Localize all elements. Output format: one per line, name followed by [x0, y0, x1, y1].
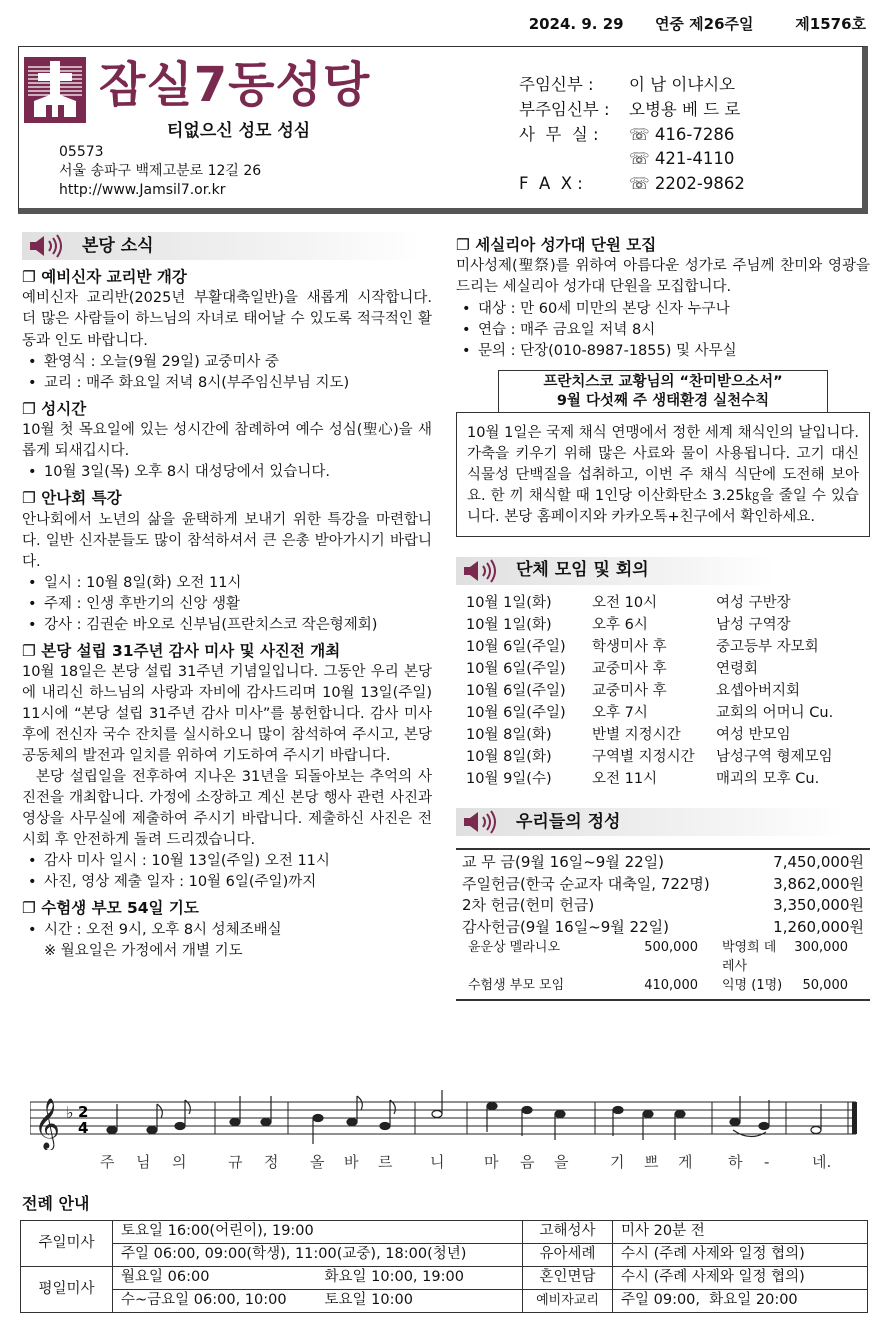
offering-amount: 3,350,000원: [773, 896, 864, 915]
staff-value: 오병용 베 드 로: [629, 99, 741, 119]
issue-number: 제1576호: [795, 15, 866, 33]
liturgy-title: 전례 안내: [22, 1194, 90, 1213]
staff-row: [519, 172, 859, 197]
staff-row: [519, 98, 859, 123]
staff-key: 주임신부 :: [519, 75, 594, 94]
offering-row: [462, 895, 864, 917]
meeting-time: 구역별 지정시간: [592, 748, 695, 765]
lyric-syllable: 마: [484, 1153, 499, 1171]
meeting-time: 교중미사 후: [592, 682, 667, 699]
offering-label: 2차 헌금(헌미 헌금): [462, 896, 595, 915]
meeting-time: 오전 10시: [592, 594, 658, 611]
liturgy-table: [20, 1220, 868, 1313]
speaker-icon: [462, 810, 502, 834]
donor-amount: 300,000: [794, 939, 848, 955]
offering-amount: 3,862,000원: [773, 874, 864, 893]
donor-amount: 410,000: [644, 977, 698, 993]
section-title-news: [22, 232, 422, 260]
staff-key: 부주임신부 :: [519, 99, 610, 119]
staff-key: [519, 147, 629, 172]
donor-amount: 50,000: [802, 977, 848, 993]
list-item: • 주제 : 인생 후반기의 신앙 생활: [22, 594, 432, 615]
list-item: • 환영식 : 오늘(9월 29일) 교중미사 중: [22, 352, 432, 373]
mass-times: 월요일 06:00: [113, 1267, 317, 1290]
church-name: 잠실7동성당: [99, 57, 371, 113]
issue-date: 2024. 9. 29: [528, 15, 624, 33]
lyric-syllable: 을: [554, 1153, 569, 1171]
staff-key: 사 무 실 :: [519, 124, 599, 144]
section-title-text: 본당 소식: [82, 235, 154, 256]
sacrament-label: 고해성사: [523, 1221, 613, 1244]
lyric-syllable: 규: [228, 1153, 243, 1171]
eco-title: [498, 370, 828, 412]
meeting-date: 10월 9일(수): [466, 770, 552, 787]
donor-name: 박영희 데레사: [722, 939, 777, 974]
staff-row: [519, 73, 859, 98]
sacrament-label: 유아세례: [523, 1244, 613, 1267]
meeting-date: 10월 8일(화): [466, 726, 552, 743]
meeting-date: 10월 8일(화): [466, 748, 552, 765]
right-column: [456, 234, 870, 1001]
donor-name: 윤운상 멜라니오: [468, 939, 561, 955]
meeting-time: 교중미사 후: [592, 660, 667, 677]
meeting-date: 10월 6일(주일): [466, 704, 566, 721]
note-text: ※ 월요일은 가정에서 개별 기도: [44, 942, 243, 959]
offering-amount: 1,260,000원: [773, 918, 864, 937]
section-title-text: 단체 모임 및 회의: [516, 560, 649, 581]
news-text: 예비신자 교리반(2025년 부활대축일반)을 새롭게 시작합니다. 더 많은 사람들이 하느님의 자녀로 태어날 수 있도록 적극적인 활동과 인도 바랍니다.: [22, 290, 432, 349]
meeting-group: 연령회: [716, 660, 759, 677]
donor-row: [462, 977, 864, 996]
mass-times: 토요일 16:00(어린이), 19:00: [113, 1221, 523, 1244]
sacrament-info: 수시 (주례 사제와 일정 협의): [613, 1244, 868, 1267]
staff-value: ☏ 421-4110: [629, 149, 735, 169]
meeting-group: 남성구역 형제모임: [716, 748, 833, 765]
lyric-syllable: 니: [430, 1153, 445, 1171]
lyric-syllable: 님: [136, 1153, 151, 1171]
mass-times: 주일 06:00, 09:00(학생), 11:00(교중), 18:00(청년): [113, 1244, 523, 1267]
list-item: • 10월 3일(목) 오후 8시 대성당에서 있습니다.: [22, 462, 432, 483]
eco-title-line1: 프란치스코 교황님의 “찬미받으소서”: [543, 373, 783, 390]
meeting-date: 10월 6일(주일): [466, 682, 566, 699]
mass-times: 토요일 10:00: [317, 1290, 523, 1313]
hymn-staff: [30, 1088, 862, 1150]
eco-box: [456, 370, 870, 537]
eco-text: 10월 1일은 국제 채식 연맹에서 정한 세계 채식인의 날입니다. 가축을 키우기 위해 많은 사료와 물이 사용됩니다. 고기 대신 식물성 단백질을 섭취하고, 이번 주 채식 식단에 도전해 보아요. 한 끼 채식할 때 1인당 이산화탄소 3.25㎏을 줄일 수 있습니다. 본당 홈페이지와 카카오톡+친구에서 확인하세요.: [456, 412, 870, 537]
offering-row: [462, 852, 864, 874]
meeting-time: 오전 11시: [592, 770, 658, 787]
meeting-group: 교회의 어머니 Cu.: [716, 704, 834, 721]
choir-text: 미사성제(聖祭)를 위하여 아름다운 성가로 주님께 찬미와 영광을 드리는 세실리아 성가대 단원을 모집합니다.: [456, 258, 870, 296]
list-item: • 일시 : 10월 8일(화) 오전 11시: [22, 573, 432, 594]
section-title-offering: [456, 808, 846, 836]
news-text: 본당 설립일을 전후하여 지나온 31년을 되돌아보는 추억의 사진전을 개최합니다. 가정에 소장하고 계신 본당 행사 관련 사진과 영상을 사무실에 제출하여 주시기 바랍니다. 제출하신 사진은 전시회 후 안전하게 돌려 드리겠습니다.: [22, 769, 432, 849]
lyric-syllable: 네.: [812, 1153, 832, 1171]
news-heading: ❐ 성시간: [22, 399, 87, 418]
lyric-syllable: 쁘: [644, 1153, 659, 1171]
sacrament-label: 예비자교리: [523, 1290, 613, 1313]
address: 서울 송파구 백제고분로 12길 26: [59, 162, 262, 179]
list-item: • 대상 : 만 60세 미만의 본당 신자 누구나: [456, 299, 870, 320]
issue-line: [529, 14, 866, 36]
list-item: • 강사 : 김권순 바오로 신부님(프란치스코 작은형제회): [22, 615, 432, 636]
offering-label: 교 무 금(9월 16일~9월 22일): [462, 852, 665, 871]
meeting-date: 10월 1일(화): [466, 616, 552, 633]
website-link[interactable]: http://www.Jamsil7.or.kr: [59, 181, 226, 198]
masthead: [18, 46, 868, 214]
time-signature: 4: [78, 1119, 89, 1137]
donor-row: [462, 939, 864, 977]
meeting-group: 매괴의 모후 Cu.: [716, 770, 820, 787]
hymn-notes: [107, 1090, 821, 1144]
lyric-syllable: 바: [344, 1153, 359, 1171]
meeting-group: 요셉아버지회: [716, 682, 801, 699]
donor-name: 수험생 부모 모임: [468, 977, 565, 993]
offering-row: [462, 874, 864, 896]
staff-value: 이 남 이냐시오: [629, 75, 736, 94]
meeting-time: 오후 6시: [592, 616, 648, 633]
list-item: • 교리 : 매주 화요일 저녁 8시(부주임신부님 지도): [22, 373, 432, 394]
church-logo: [24, 57, 86, 123]
speaker-icon: [462, 559, 502, 583]
choir-heading: ❐ 세실리아 성가대 단원 모집: [456, 236, 657, 254]
mass-type: 주일미사: [21, 1221, 113, 1267]
flat-icon: ♭: [66, 1103, 74, 1122]
sacrament-info: 수시 (주례 사제와 일정 협의): [613, 1267, 868, 1290]
list-item: • 사진, 영상 제출 일자 : 10월 6일(주일)까지: [22, 872, 432, 893]
sacrament-info: 주일 09:00, 화요일 20:00: [613, 1290, 868, 1313]
sacrament-info: 미사 20분 전: [613, 1221, 868, 1244]
list-item: • 연습 : 매주 금요일 저녁 8시: [456, 320, 870, 341]
staff-value: ☏ 416-7286: [629, 124, 735, 144]
lyric-syllable: 음: [520, 1153, 535, 1171]
eco-title-line2: 9월 다섯째 주 생태환경 실천수칙: [556, 393, 770, 410]
lyric-syllable: 기: [610, 1153, 625, 1171]
lyric-syllable: 정: [264, 1153, 279, 1171]
mass-times: 화요일 10:00, 19:00: [317, 1267, 523, 1290]
donor-amount: 500,000: [644, 939, 698, 955]
staff-row: [519, 123, 859, 148]
news-text: 10월 18일은 본당 설립 31주년 기념일입니다. 그동안 우리 본당에 내리신 하느님의 사랑과 자비에 감사드리며 10월 13일(주일) 11시에 “본당 설립 31주년 감사 미사”를 봉헌합니다. 감사 미사 후에 전신자 국수 잔치를 실시하오니 많이 참석하여 주시고, 본당 공동체의 발전과 일치를 위하여 기도하여 주시기 바랍니다.: [22, 664, 432, 765]
list-item: • 문의 : 단장(010-8987-1855) 및 사무실: [456, 341, 870, 362]
staff-key: F A X :: [519, 174, 583, 193]
patron-name: 티없으신 성모 성심: [167, 121, 311, 141]
meeting-time: 학생미사 후: [592, 638, 667, 655]
meeting-time: 반별 지정시간: [592, 726, 681, 743]
liturgical-week: 연중 제26주일: [654, 15, 754, 33]
staff-row: [519, 147, 859, 172]
meeting-date: 10월 1일(화): [466, 594, 552, 611]
meeting-time: 오후 7시: [592, 704, 648, 721]
left-column: [22, 232, 432, 962]
treble-clef-icon: 𝄞: [34, 1098, 61, 1149]
postal-code: 05573: [59, 144, 104, 160]
offering-label: 감사헌금(9월 16일~9월 22일): [462, 918, 669, 937]
time-signature: 2: [78, 1103, 89, 1121]
speaker-icon: [28, 234, 68, 258]
lyric-syllable: 의: [172, 1153, 187, 1171]
news-heading: ❐ 예비신자 교리반 개강: [22, 268, 187, 286]
lyric-syllable: 주: [100, 1153, 115, 1171]
meeting-group: 남성 구역장: [716, 616, 791, 633]
offering-table: [456, 848, 870, 1002]
mass-type: 평일미사: [21, 1267, 113, 1313]
lyric-syllable: 올: [310, 1153, 325, 1171]
meetings-table: [456, 593, 870, 790]
staff-value: ☏ 2202-9862: [629, 174, 745, 193]
section-title-text: 우리들의 정성: [516, 811, 621, 832]
donor-name: 익명 (1명): [722, 977, 783, 993]
mass-times: 수~금요일 06:00, 10:00: [113, 1290, 317, 1313]
news-text: 안나회에서 노년의 삶을 윤택하게 보내기 위한 특강을 마련합니다. 일반 신자분들도 많이 참석하셔서 큰 은총 받아가시기 바랍니다.: [22, 511, 432, 570]
list-item: • 감사 미사 일시 : 10월 13일(주일) 오전 11시: [22, 851, 432, 872]
news-heading: ❐ 안나회 특강: [22, 489, 122, 508]
offering-amount: 7,450,000원: [773, 852, 864, 871]
list-item: • 시간 : 오전 9시, 오후 8시 성체조배실: [22, 920, 432, 941]
news-heading: ❐ 수험생 부모 54일 기도: [22, 899, 199, 918]
meeting-date: 10월 6일(주일): [466, 638, 566, 655]
address-block: [59, 143, 261, 200]
lyric-syllable: -: [764, 1153, 770, 1171]
staff-list: [519, 73, 859, 197]
lyric-syllable: 르: [378, 1153, 393, 1171]
meeting-date: 10월 6일(주일): [466, 660, 566, 677]
lyric-syllable: 하: [728, 1153, 743, 1171]
meeting-group: 여성 반모임: [716, 726, 791, 743]
meeting-group: 여성 구반장: [716, 594, 791, 611]
meeting-group: 중고등부 자모회: [716, 638, 819, 655]
sacrament-label: 혼인면담: [523, 1267, 613, 1290]
news-text: 10월 첫 목요일에 있는 성시간에 참례하여 예수 성심(聖心)을 새롭게 되새깁시다.: [22, 422, 432, 460]
church-logo-icon: [24, 57, 86, 123]
offering-row: [462, 917, 864, 939]
lyric-syllable: 게: [678, 1153, 693, 1171]
section-title-meetings: [456, 557, 774, 585]
news-heading: ❐ 본당 설립 31주년 감사 미사 및 사진전 개최: [22, 641, 341, 660]
offering-label: 주일헌금(한국 순교자 대축일, 722명): [462, 874, 710, 893]
